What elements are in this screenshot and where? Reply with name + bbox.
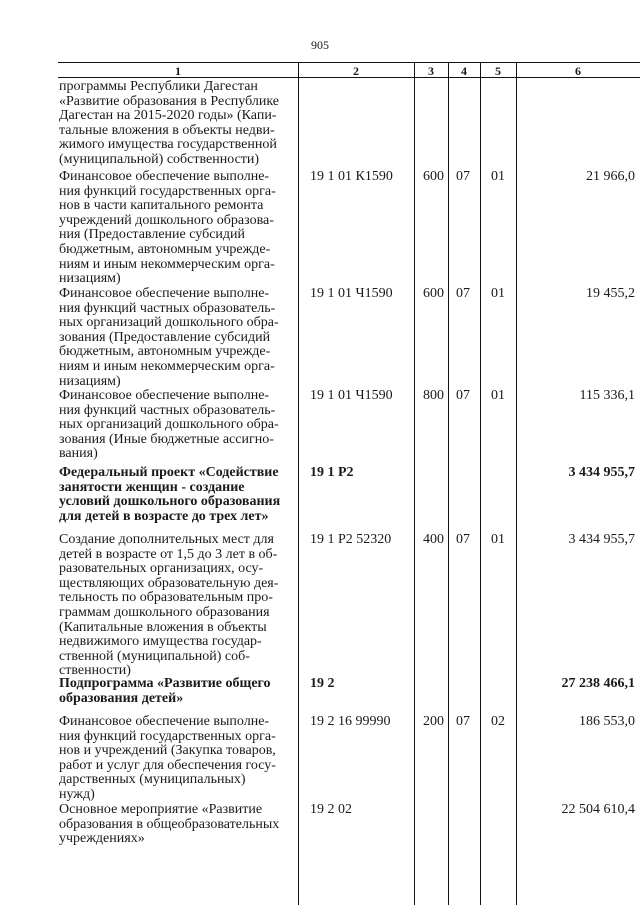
row-name-line: Подпрограмма «Развитие общего	[59, 676, 271, 691]
row-name-line: (Капитальные вложения в объекты	[59, 619, 267, 635]
row-name-line: образования детей»	[59, 690, 184, 706]
row-name-line: нужд)	[59, 786, 95, 802]
subsection-cell: 01	[491, 388, 505, 403]
column-header-4: 4	[461, 64, 467, 78]
amount-cell: 19 455,2	[586, 286, 635, 301]
target-code-cell: 19 1 Р2	[310, 465, 354, 480]
table-top-border	[58, 62, 640, 63]
row-name-line: зования (Иные бюджетные ассигно-	[59, 431, 274, 447]
column-divider	[480, 62, 481, 905]
row-name-line: бюджетным, автономным учрежде-	[59, 344, 271, 360]
subsection-cell: 01	[491, 169, 505, 184]
section-cell: 07	[456, 388, 470, 403]
amount-cell: 3 434 955,7	[568, 532, 635, 547]
target-code-cell: 19 1 01 К1590	[310, 169, 393, 184]
section-cell: 07	[456, 169, 470, 184]
row-name-line: тельность по образовательным про-	[59, 590, 273, 606]
table-header-row	[58, 64, 640, 78]
expense-type-cell: 200	[423, 714, 444, 729]
row-name-line: Основное мероприятие «Развитие	[59, 802, 263, 817]
section-cell: 07	[456, 532, 470, 547]
row-name-line: ственной (муниципальной) соб-	[59, 648, 250, 664]
target-code-cell: 19 1 Р2 52320	[310, 532, 392, 547]
row-name-cell	[59, 287, 297, 389]
row-name-line: Дагестан на 2015-2020 годы» (Капи-	[59, 108, 277, 124]
row-name-line: программы Республики Дагестан	[59, 79, 258, 94]
amount-cell: 22 504 610,4	[561, 802, 635, 817]
row-name-line: «Развитие образования в Республике	[59, 93, 280, 109]
row-name-cell	[59, 715, 297, 803]
target-code-cell: 19 2 02	[310, 802, 352, 817]
row-name-line: тальные вложения в объекты недви-	[59, 122, 275, 138]
amount-cell: 115 336,1	[579, 388, 635, 403]
column-divider	[516, 62, 517, 905]
column-header-5: 5	[495, 64, 501, 78]
target-code-cell: 19 1 01 Ч1590	[310, 286, 393, 301]
target-code-cell: 19 2 16 99990	[310, 714, 391, 729]
row-name-line: ния функций частных образователь-	[59, 300, 276, 316]
row-name-line: Федеральный проект «Содействие	[59, 465, 279, 480]
row-name-cell	[59, 677, 297, 706]
row-name-line: Создание дополнительных мест для	[59, 532, 274, 547]
row-name-line: вания)	[59, 446, 98, 462]
column-header-1: 1	[175, 64, 181, 78]
row-name-line: учреждениях»	[59, 831, 145, 847]
row-name-line: жимого имущества государственной	[59, 137, 277, 153]
row-name-cell	[59, 533, 297, 679]
row-name-line: ния функций частных образователь-	[59, 402, 276, 418]
target-code-cell: 19 2	[310, 676, 335, 691]
amount-cell: 27 238 466,1	[561, 676, 635, 691]
row-name-line: низациям)	[59, 373, 121, 389]
column-header-6: 6	[575, 64, 581, 78]
row-name-line: ных организаций дошкольного обра-	[59, 417, 279, 433]
row-name-line: Финансовое обеспечение выполне-	[59, 388, 270, 403]
row-name-cell	[59, 803, 297, 847]
subsection-cell: 02	[491, 714, 505, 729]
row-name-cell	[59, 170, 297, 287]
row-name-line: (муниципальной) собственности)	[59, 151, 260, 167]
expense-type-cell: 800	[423, 388, 444, 403]
column-divider	[298, 62, 299, 905]
row-name-line: нов в части капитального ремонта	[59, 198, 264, 214]
subsection-cell: 01	[491, 532, 505, 547]
row-name-line: условий дошкольного образования	[59, 494, 281, 510]
amount-cell: 21 966,0	[586, 169, 635, 184]
expense-type-cell: 600	[423, 286, 444, 301]
row-name-line: Финансовое обеспечение выполне-	[59, 714, 270, 729]
amount-cell: 3 434 955,7	[568, 465, 635, 480]
expense-type-cell: 400	[423, 532, 444, 547]
target-code-cell: 19 1 01 Ч1590	[310, 388, 393, 403]
expense-type-cell: 600	[423, 169, 444, 184]
row-name-line: для детей в возрасте до трех лет»	[59, 508, 269, 524]
column-divider	[414, 62, 415, 905]
row-name-line: недвижимого имущества государ-	[59, 634, 262, 650]
row-name-line: бюджетным, автономным учрежде-	[59, 241, 271, 257]
row-name-line: ния функций государственных орга-	[59, 728, 276, 744]
row-name-line: низациям)	[59, 271, 121, 287]
subsection-cell: 01	[491, 286, 505, 301]
row-name-line: занятости женщин - создание	[59, 479, 245, 495]
row-name-cell	[59, 466, 297, 524]
column-divider	[448, 62, 449, 905]
row-name-line: нов и учреждений (Закупка товаров,	[59, 743, 276, 759]
page-number: 905	[311, 38, 329, 52]
column-header-3: 3	[428, 64, 434, 78]
column-header-2: 2	[353, 64, 359, 78]
row-name-line: ниям и иным некоммерческим орга-	[59, 256, 275, 272]
table-header-border	[58, 77, 640, 78]
row-name-line: граммам дошкольного образования	[59, 604, 270, 620]
section-cell: 07	[456, 286, 470, 301]
row-name-cell	[59, 80, 297, 168]
row-name-line: ния функций государственных орга-	[59, 183, 276, 199]
row-name-line: работ и услуг для обеспечения госу-	[59, 757, 276, 773]
row-name-line: ных организаций дошкольного обра-	[59, 315, 279, 331]
row-name-line: ществляющих образовательную дея-	[59, 575, 279, 591]
row-name-line: зования (Предоставление субсидий	[59, 329, 271, 345]
row-name-line: ния (Предоставление субсидий	[59, 227, 246, 243]
row-name-cell	[59, 389, 297, 462]
row-name-line: детей в возрасте от 1,5 до 3 лет в об-	[59, 546, 278, 562]
row-name-line: образования в общеобразовательных	[59, 816, 280, 832]
row-name-line: дарственных (муниципальных)	[59, 772, 246, 788]
amount-cell: 186 553,0	[579, 714, 635, 729]
row-name-line: учреждений дошкольного образова-	[59, 212, 274, 228]
row-name-line: Финансовое обеспечение выполне-	[59, 169, 270, 184]
row-name-line: Финансовое обеспечение выполне-	[59, 286, 270, 301]
section-cell: 07	[456, 714, 470, 729]
row-name-line: разовательных организациях, осу-	[59, 561, 264, 577]
row-name-line: ниям и иным некоммерческим орга-	[59, 358, 275, 374]
row-name-line: ственности)	[59, 663, 131, 679]
